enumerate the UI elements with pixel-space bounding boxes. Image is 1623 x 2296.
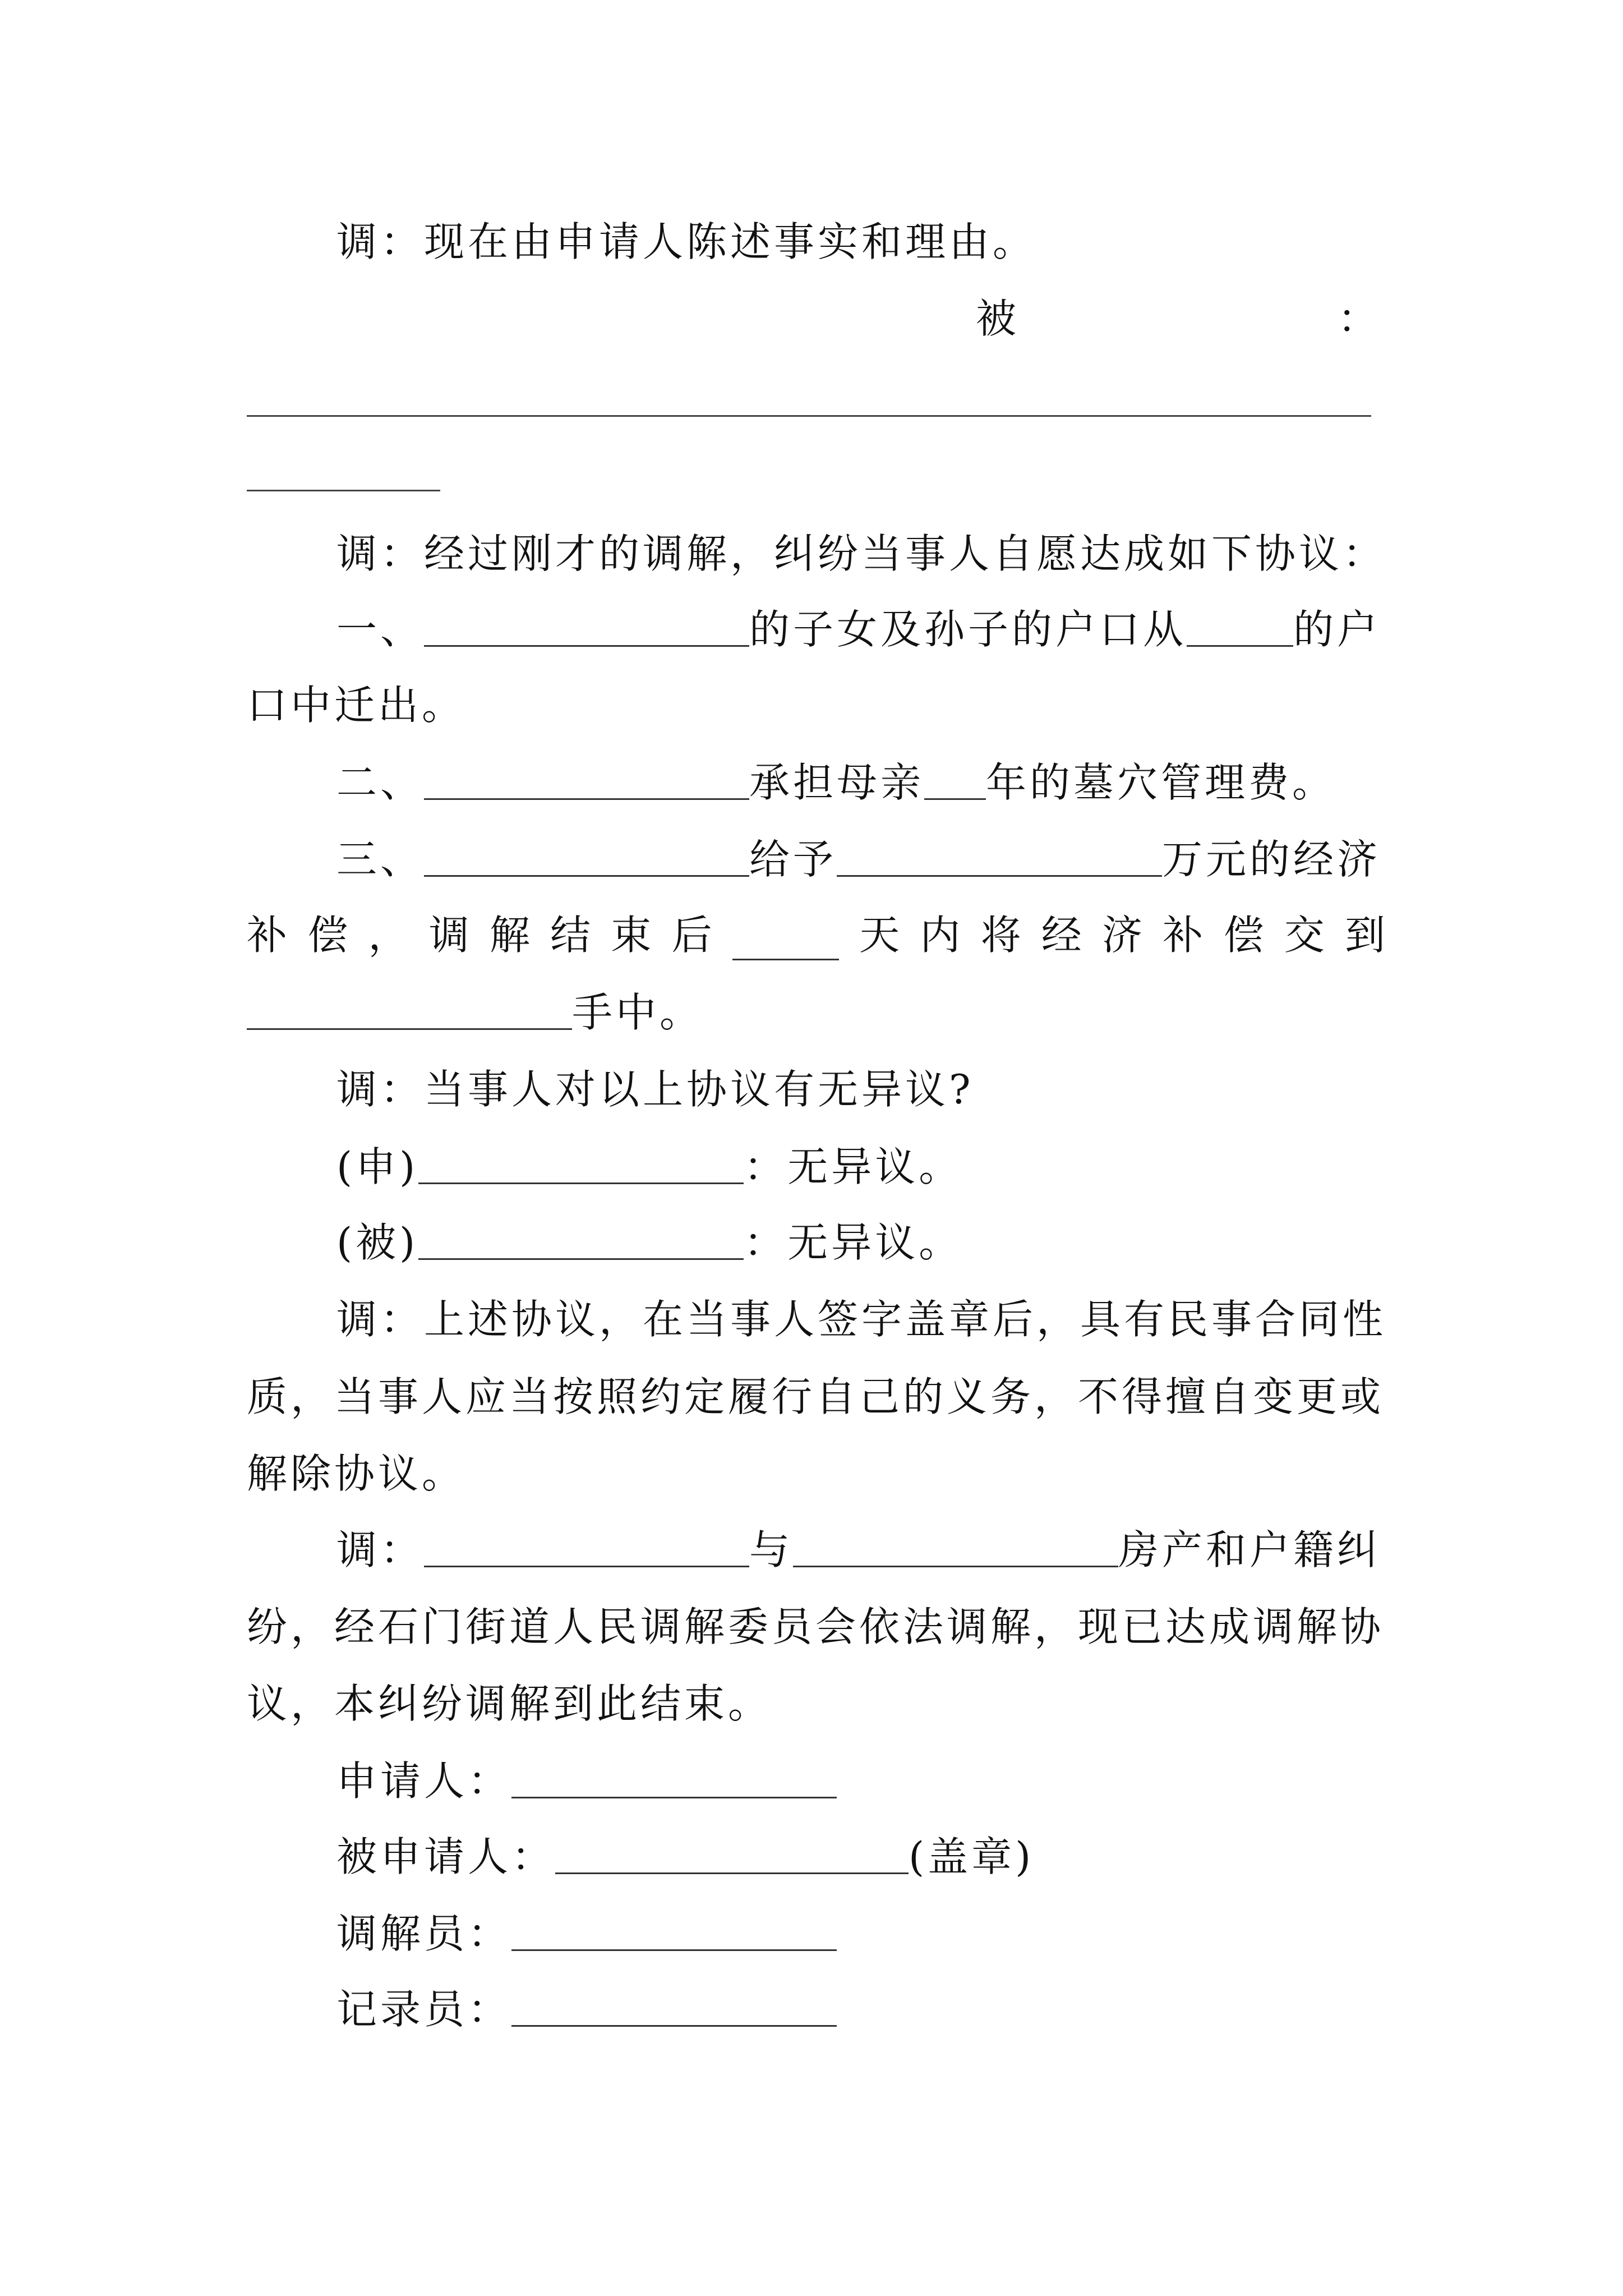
agreement-item-1-cont	[247, 680, 1385, 730]
conclusion-paragraph	[336, 1525, 1385, 1575]
mediator-statement-text: 调：现在由申请人陈述事实和理由。	[336, 218, 1037, 265]
conclusion-party-b-blank	[793, 1531, 1118, 1567]
respondent-answer	[336, 1217, 1385, 1268]
respondent-signature-label: 被申请人：	[336, 1833, 556, 1880]
short-blank-line	[247, 490, 440, 491]
item-3-char: 内	[920, 912, 961, 959]
conclusion-paragraph-2	[247, 1602, 1385, 1652]
legal-effect-paragraph-3	[247, 1448, 1385, 1499]
item-3-char: 补	[1163, 912, 1204, 959]
agreement-item-2	[336, 757, 1385, 808]
conclusion-prefix: 调：	[336, 1526, 425, 1573]
seal-note: (盖章)	[909, 1833, 1035, 1880]
mediator-signature-blank	[511, 1915, 837, 1951]
respondent-label: (被)	[336, 1219, 419, 1266]
respondent-colon	[1338, 293, 1382, 344]
item-2-party-blank	[424, 763, 749, 800]
legal-effect-line-3: 解除协议。	[247, 1450, 466, 1497]
item-3-char: 到	[1344, 912, 1385, 959]
respondent-char: 被	[976, 295, 1020, 342]
item-3-char: ，	[368, 912, 409, 959]
item-2-text: 承担母亲	[749, 759, 925, 806]
conclusion-party-a-blank	[424, 1531, 749, 1567]
long-blank-line	[247, 415, 1371, 417]
respondent-colon-text: ：	[1338, 295, 1382, 342]
item-2-suffix: 年的墓穴管理费。	[986, 759, 1336, 806]
applicant-signature	[336, 1756, 1385, 1806]
item-3-char: 偿	[307, 912, 348, 959]
item-1-number: 一、	[336, 606, 425, 653]
item-3-payee-blank	[837, 840, 1162, 877]
item-3-days-blank	[732, 924, 839, 960]
applicant-signature-blank	[511, 1762, 837, 1798]
conclusion-and: 与	[749, 1526, 794, 1573]
item-3-char: 偿	[1223, 912, 1264, 959]
recorder-signature-blank	[511, 1990, 837, 2027]
applicant-answer	[336, 1142, 1385, 1192]
item-3-number: 三、	[336, 836, 425, 883]
legal-effect-paragraph	[336, 1294, 1385, 1345]
item-3-char: 将	[980, 912, 1021, 959]
agreement-item-3-cont	[247, 910, 1385, 960]
applicant-answer-text: ：无异议。	[744, 1143, 963, 1190]
item-2-years-blank	[924, 763, 986, 800]
respondent-answer-text: ：无异议。	[744, 1219, 963, 1266]
recorder-signature-label: 记录员：	[336, 1986, 512, 2033]
item-1-party-blank	[424, 610, 749, 647]
agreement-item-1	[336, 604, 1385, 655]
item-3-char: 后	[671, 912, 712, 959]
item-3-char: 经	[1041, 912, 1082, 959]
item-3-char: 补	[247, 912, 288, 959]
agreement-intro-text: 调：经过刚才的调解，纠纷当事人自愿达成如下协议：	[336, 530, 1387, 577]
respondent-signature	[336, 1832, 1385, 1882]
respondent-heading	[976, 293, 1368, 344]
respondent-name-blank	[418, 1223, 744, 1260]
agreement-intro	[336, 528, 1385, 579]
applicant-name-blank	[418, 1148, 744, 1184]
legal-effect-line-1: 调：上述协议，在当事人签字盖章后，具有民事合同性	[336, 1296, 1387, 1343]
item-3-char: 束	[611, 912, 652, 959]
objection-question	[336, 1064, 1385, 1115]
item-3-char: 交	[1284, 912, 1325, 959]
item-1-continuation: 口中迁出。	[247, 682, 466, 729]
item-1-household-blank	[1187, 610, 1293, 647]
item-3-end: 手中。	[572, 989, 704, 1036]
agreement-item-3	[336, 834, 1385, 885]
item-3-suffix: 万元的经济	[1162, 836, 1381, 883]
item-3-recipient-blank	[247, 993, 572, 1030]
item-3-char: 济	[1102, 912, 1143, 959]
applicant-label: (申)	[336, 1143, 419, 1190]
item-3-char: 解	[489, 912, 530, 959]
mediator-signature	[336, 1908, 1385, 1959]
item-2-number: 二、	[336, 759, 425, 806]
recorder-signature	[336, 1984, 1385, 2035]
item-3-char: 结	[550, 912, 591, 959]
conclusion-line-2: 纷，经石门街道人民调解委员会依法调解，现已达成调解协	[247, 1603, 1385, 1650]
objection-question-text: 调：当事人对以上协议有无异议?	[336, 1066, 974, 1113]
legal-effect-line-2: 质，当事人应当按照约定履行自己的义务，不得擅自变更或	[247, 1373, 1385, 1420]
conclusion-paragraph-3	[247, 1678, 1385, 1729]
item-3-char: 调	[428, 912, 469, 959]
applicant-signature-label: 申请人：	[336, 1757, 512, 1805]
item-3-payer-blank	[424, 840, 749, 877]
item-1-suffix: 的户	[1293, 606, 1381, 653]
item-1-text: 的子女及孙子的户口从	[749, 606, 1187, 653]
conclusion-line-3: 议，本纠纷调解到此结束。	[247, 1680, 772, 1727]
item-3-char: 天	[859, 912, 900, 959]
item-3-text: 给予	[749, 836, 837, 883]
legal-effect-paragraph-2	[247, 1372, 1385, 1422]
mediator-statement	[336, 217, 1385, 267]
agreement-item-3-cont2	[247, 987, 1385, 1038]
mediator-signature-label: 调解员：	[336, 1910, 512, 1957]
conclusion-suffix: 房产和户籍纠	[1118, 1526, 1381, 1573]
respondent-signature-blank	[555, 1838, 909, 1874]
